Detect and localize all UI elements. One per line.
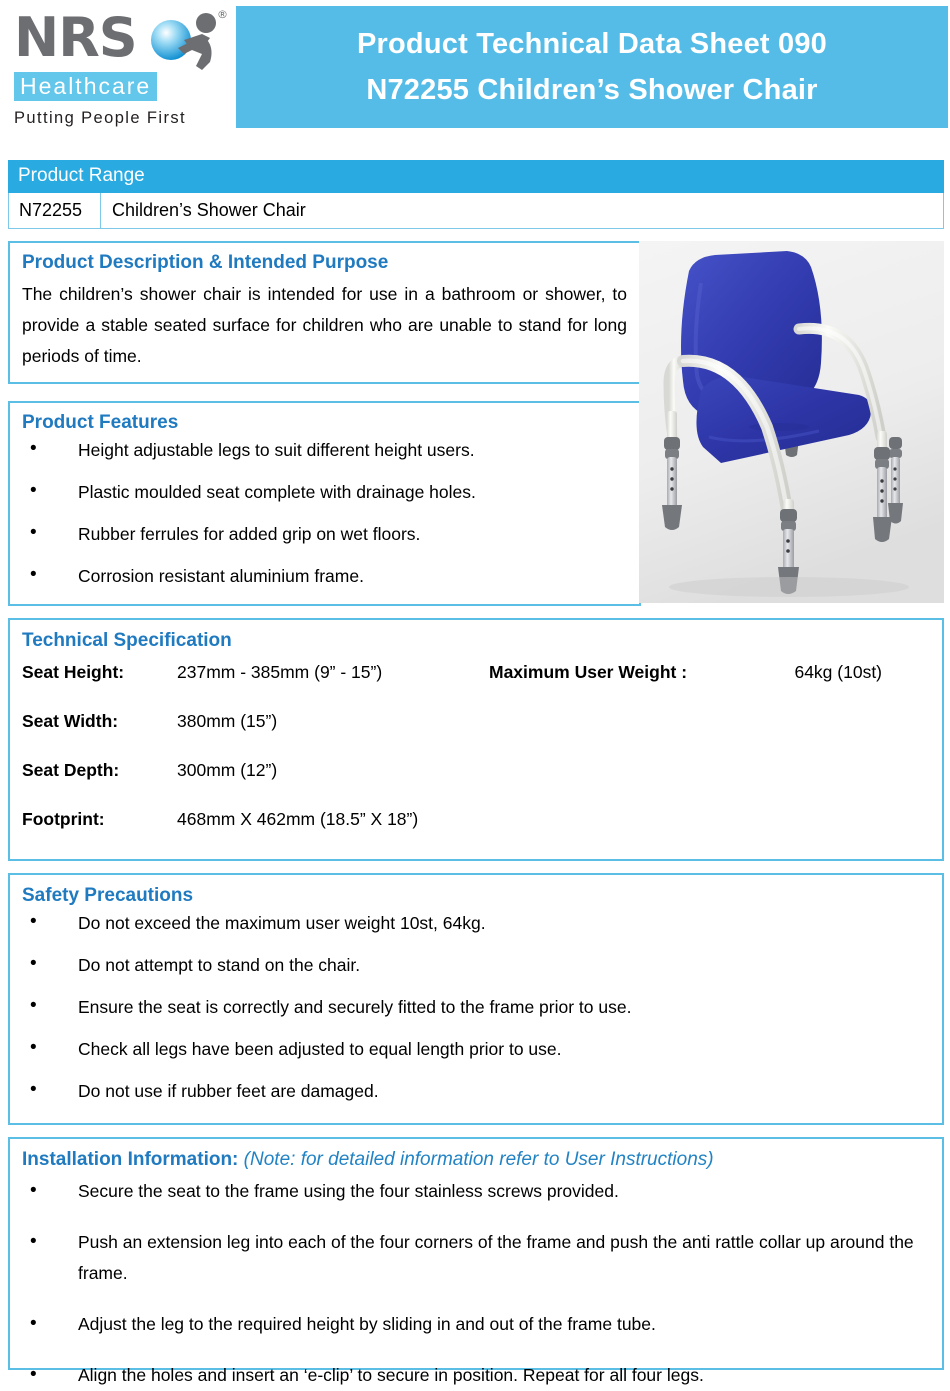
installation-information-heading bbox=[22, 1146, 930, 1174]
spec-value: 468mm X 462mm (18.5” X 18”) bbox=[177, 809, 419, 829]
page-header bbox=[0, 0, 950, 150]
product-range-header: Product Range bbox=[8, 160, 944, 193]
product-description-section bbox=[8, 241, 641, 384]
product-features-heading: Product Features bbox=[22, 412, 179, 433]
specification-table bbox=[22, 661, 930, 830]
logo-tagline: Putting People First bbox=[14, 109, 186, 127]
spec-value: 300mm (12”) bbox=[177, 760, 278, 780]
spec-label-secondary bbox=[489, 759, 786, 808]
product-description-body: The children’s shower chair is intended for use in a bathroom or shower, to provide a stable seated surface for children who are unable to stand for long periods of time. bbox=[22, 284, 627, 366]
list-item: • Align the holes and insert an ‘e-clip’ to secure in position. Repeat for all four legs. bbox=[22, 1360, 930, 1391]
installation-information-section bbox=[8, 1137, 944, 1385]
list-item: • Secure the seat to the frame using the four stainless screws provided. bbox=[22, 1176, 930, 1207]
spec-label: Footprint: bbox=[22, 809, 105, 829]
spec-value-secondary bbox=[786, 808, 930, 830]
product-range-section bbox=[8, 160, 944, 229]
spec-label: Seat Height: bbox=[22, 662, 125, 682]
spec-label-secondary: Maximum User Weight : bbox=[489, 662, 688, 682]
spec-label: Seat Depth: bbox=[22, 760, 120, 780]
safety-precautions-box bbox=[8, 873, 944, 1125]
table-row bbox=[22, 710, 930, 759]
product-photo bbox=[639, 241, 944, 603]
product-description-heading: Product Description & Intended Purpose bbox=[22, 252, 389, 273]
list-item: • Do not attempt to stand on the chair. bbox=[22, 954, 930, 976]
technical-specification-heading: Technical Specification bbox=[22, 630, 232, 651]
list-item: • Do not exceed the maximum user weight 10st, 64kg. bbox=[22, 912, 930, 934]
product-name-cell: Children’s Shower Chair bbox=[112, 200, 306, 220]
list-item: • Corrosion resistant aluminium frame. bbox=[22, 565, 627, 587]
product-code-cell: N72255 bbox=[9, 193, 101, 228]
spec-value-secondary bbox=[786, 759, 930, 808]
logo-wordmark: NRS bbox=[14, 6, 137, 69]
list-item: • Ensure the seat is correctly and securely fitted to the frame prior to use. bbox=[22, 996, 930, 1018]
table-row bbox=[22, 759, 930, 808]
list-item: • Rubber ferrules for added grip on wet floors. bbox=[22, 523, 627, 545]
logo-subbrand: Healthcare bbox=[14, 72, 157, 101]
product-features-list bbox=[22, 439, 627, 587]
spec-label-secondary bbox=[489, 710, 786, 759]
title-banner bbox=[236, 6, 948, 128]
document-title-line2: N72255 Children’s Shower Chair bbox=[366, 74, 818, 106]
spec-label-secondary bbox=[489, 808, 786, 830]
safety-precautions-section bbox=[8, 873, 944, 1125]
list-item: • Push an extension leg into each of the four corners of the frame and push the anti rattle collar up around the frame. bbox=[22, 1227, 930, 1289]
nrs-logo bbox=[0, 0, 232, 128]
list-item: • Check all legs have been adjusted to equal length prior to use. bbox=[22, 1038, 930, 1060]
installation-information-box bbox=[8, 1137, 944, 1385]
list-item: • Height adjustable legs to suit different height users. bbox=[22, 439, 627, 461]
table-row bbox=[22, 808, 930, 830]
logo-top-row bbox=[14, 8, 232, 70]
technical-specification-section bbox=[8, 618, 944, 861]
upper-region bbox=[8, 241, 944, 606]
registered-trademark-icon: ® bbox=[217, 8, 228, 21]
spec-value: 380mm (15”) bbox=[177, 711, 278, 731]
list-item: • Do not use if rubber feet are damaged. bbox=[22, 1080, 930, 1102]
spec-value-secondary bbox=[786, 710, 930, 759]
technical-specification-box bbox=[8, 618, 944, 861]
spec-label: Seat Width: bbox=[22, 711, 119, 731]
installation-information-list bbox=[22, 1176, 930, 1391]
list-item: • Plastic moulded seat complete with drainage holes. bbox=[22, 481, 627, 503]
installation-heading-note: (Note: for detailed information refer to User Instructions) bbox=[243, 1149, 714, 1170]
shower-chair-illustration bbox=[639, 241, 944, 603]
spec-value: 237mm - 385mm (9” - 15”) bbox=[177, 662, 383, 682]
safety-precautions-list bbox=[22, 912, 930, 1102]
installation-heading-label: Installation Information: bbox=[22, 1149, 239, 1170]
list-item: • Adjust the leg to the required height by sliding in and out of the frame tube. bbox=[22, 1309, 930, 1340]
table-row bbox=[22, 661, 930, 710]
product-features-section bbox=[8, 401, 641, 606]
table-row bbox=[8, 193, 944, 229]
spec-value-secondary: 64kg (10st) bbox=[794, 662, 883, 682]
document-title-line1: Product Technical Data Sheet 090 bbox=[356, 28, 828, 60]
left-column bbox=[8, 241, 641, 606]
safety-precautions-heading: Safety Precautions bbox=[22, 885, 194, 906]
